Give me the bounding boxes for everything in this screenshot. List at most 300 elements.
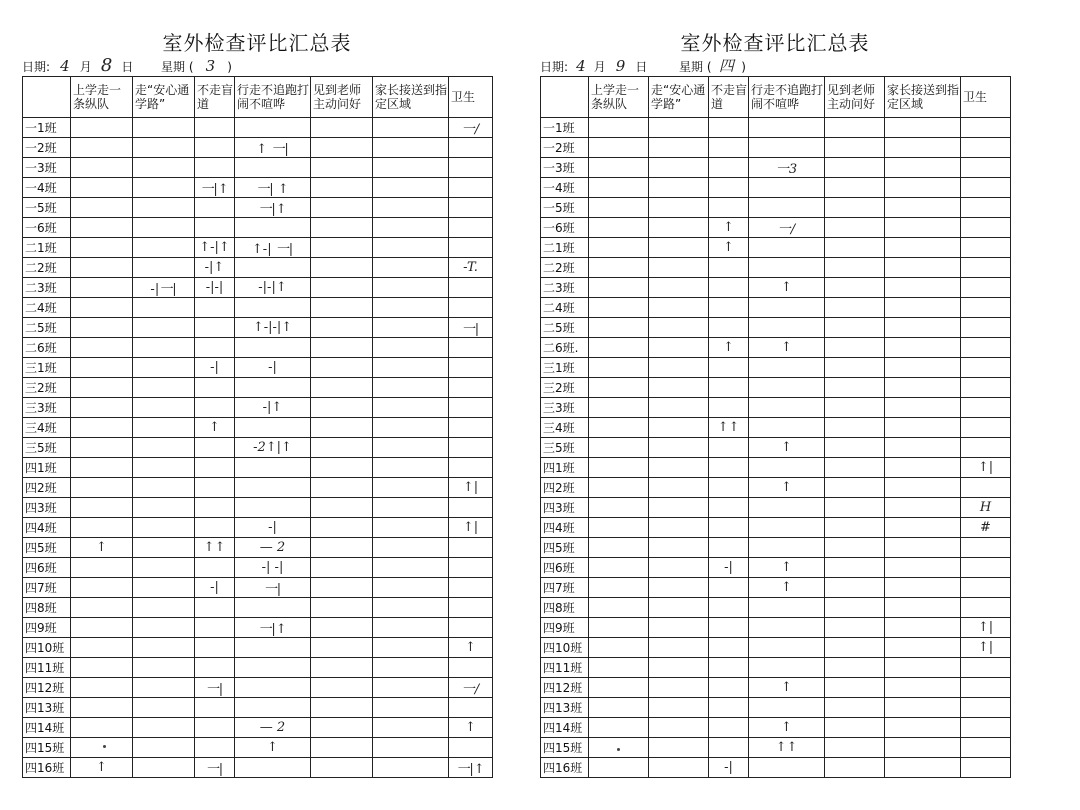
class-name-cell: 四10班 [23, 638, 71, 658]
tally-cell [311, 138, 373, 158]
tally-cell [825, 678, 885, 698]
tally-cell [961, 678, 1011, 698]
table-row [23, 618, 493, 638]
tally-cell [709, 478, 749, 498]
tally-cell [649, 698, 709, 718]
weekday-open: ( [706, 60, 712, 74]
tally-cell: -| [235, 358, 311, 378]
tally-cell [885, 358, 961, 378]
tally-cell [961, 718, 1011, 738]
tally-cell [71, 418, 133, 438]
table-row [541, 198, 1011, 218]
tally-cell [885, 578, 961, 598]
tally-cell [71, 178, 133, 198]
tally-cell [71, 298, 133, 318]
tally-cell [709, 698, 749, 718]
tally-cell [589, 718, 649, 738]
tally-cell [961, 158, 1011, 178]
class-name-cell: 四10班 [541, 638, 589, 658]
tally-cell [133, 738, 195, 758]
tally-cell [709, 198, 749, 218]
tally-cell [311, 298, 373, 318]
month-value: 4 [60, 57, 70, 75]
class-name-cell: 四5班 [541, 538, 589, 558]
column-header: 家长接送到指定区域 [885, 77, 961, 118]
header-class-column [541, 77, 589, 118]
tally-cell [133, 758, 195, 778]
tally-cell: ↑ [749, 678, 825, 698]
tally-cell [709, 678, 749, 698]
class-name-cell: 四16班 [23, 758, 71, 778]
tally-cell: ↑ [749, 278, 825, 298]
tally-cell [373, 678, 449, 698]
tally-cell [235, 338, 311, 358]
tally-cell [709, 618, 749, 638]
class-name-cell: 四9班 [541, 618, 589, 638]
tally-cell [373, 738, 449, 758]
tally-cell [649, 538, 709, 558]
tally-cell [449, 138, 493, 158]
tally-cell: -| [195, 358, 235, 378]
tally-cell [885, 258, 961, 278]
class-name-cell: 四14班 [541, 718, 589, 738]
tally-cell: -| -| [235, 558, 311, 578]
tally-cell [235, 478, 311, 498]
tally-cell: ↑↑ [749, 738, 825, 758]
tally-cell [749, 638, 825, 658]
tally-cell: — 2 [235, 538, 311, 558]
tally-cell [825, 698, 885, 718]
tally-cell [885, 138, 961, 158]
tally-cell [373, 338, 449, 358]
table-row [23, 338, 493, 358]
tally-cell [961, 558, 1011, 578]
weekday-close: ) [741, 60, 746, 74]
tally-cell [449, 218, 493, 238]
tally-cell [71, 638, 133, 658]
tally-cell [195, 398, 235, 418]
tally-cell [373, 198, 449, 218]
table-row [23, 278, 493, 298]
table-row [23, 298, 493, 318]
tally-cell [311, 438, 373, 458]
tally-cell [749, 458, 825, 478]
tally-cell [825, 498, 885, 518]
tally-cell: ↑ [749, 478, 825, 498]
tally-cell [71, 358, 133, 378]
tally-cell [589, 478, 649, 498]
tally-cell [709, 178, 749, 198]
tally-cell [589, 758, 649, 778]
tally-cell: -| [195, 578, 235, 598]
tally-cell [195, 378, 235, 398]
tally-cell: -|-| [195, 278, 235, 298]
tally-cell [825, 558, 885, 578]
table-row [541, 638, 1011, 658]
tally-cell [71, 738, 133, 758]
tally-cell [449, 438, 493, 458]
tally-cell [825, 518, 885, 538]
class-name-cell: 四16班 [541, 758, 589, 778]
tally-cell: 一/ [749, 218, 825, 238]
tally-cell [961, 438, 1011, 458]
tally-cell [311, 538, 373, 558]
table-row [23, 478, 493, 498]
tally-cell [709, 398, 749, 418]
column-header: 行走不追跑打闹不喧哗 [235, 77, 311, 118]
tally-cell: 一| [195, 758, 235, 778]
sheet-apr-8 [22, 30, 492, 778]
tally-cell [589, 618, 649, 638]
tally-cell [195, 158, 235, 178]
tally-cell [885, 498, 961, 518]
tally-cell [589, 318, 649, 338]
tally-cell [133, 658, 195, 678]
tally-cell [749, 418, 825, 438]
tally-cell [449, 238, 493, 258]
tally-cell [885, 758, 961, 778]
tally-cell [195, 118, 235, 138]
tally-cell [373, 318, 449, 338]
table-row [23, 658, 493, 678]
sheet-title: 室外检查评比汇总表 [162, 31, 352, 55]
tally-cell [373, 258, 449, 278]
tally-cell [133, 318, 195, 338]
class-name-cell: 二3班 [23, 278, 71, 298]
class-name-cell: 四4班 [541, 518, 589, 538]
tally-cell [449, 598, 493, 618]
tally-cell [449, 378, 493, 398]
tally-cell [235, 218, 311, 238]
tally-cell [589, 558, 649, 578]
class-name-cell: 二6班. [541, 338, 589, 358]
class-name-cell: 四2班 [541, 478, 589, 498]
tally-cell [195, 438, 235, 458]
tally-cell [649, 478, 709, 498]
tally-cell [311, 278, 373, 298]
tally-cell [71, 718, 133, 738]
tally-cell [961, 338, 1011, 358]
tally-cell [961, 578, 1011, 598]
tally-cell [311, 458, 373, 478]
weekday-value: 四 [718, 57, 734, 75]
weekday-close: ) [227, 60, 232, 74]
tally-cell [649, 758, 709, 778]
tally-cell [133, 298, 195, 318]
tally-cell: 一|↑ [195, 178, 235, 198]
tally-cell [195, 218, 235, 238]
class-name-cell: 四13班 [23, 698, 71, 718]
date-label: 日期: [540, 60, 569, 74]
table-row [23, 198, 493, 218]
tally-cell [71, 378, 133, 398]
tally-cell [589, 258, 649, 278]
tally-cell [311, 558, 373, 578]
column-header: 见到老师主动问好 [311, 77, 373, 118]
tally-cell [649, 598, 709, 618]
tally-cell [311, 698, 373, 718]
tally-cell [133, 238, 195, 258]
tally-cell [885, 238, 961, 258]
class-name-cell: 二5班 [541, 318, 589, 338]
class-name-cell: 三3班 [23, 398, 71, 418]
tally-cell [825, 338, 885, 358]
tally-cell: ↑ [749, 718, 825, 738]
tally-cell [71, 138, 133, 158]
tally-cell [649, 338, 709, 358]
class-name-cell: 一1班 [23, 118, 71, 138]
tally-cell [235, 298, 311, 318]
tally-cell: ↑↑ [709, 418, 749, 438]
tally-cell [589, 698, 649, 718]
tally-cell [649, 258, 709, 278]
tally-cell: ↑ [709, 338, 749, 358]
tally-cell [311, 738, 373, 758]
tally-cell [71, 118, 133, 138]
class-name-cell: 四12班 [23, 678, 71, 698]
tally-cell [961, 118, 1011, 138]
table-row [23, 498, 493, 518]
table-row [541, 658, 1011, 678]
table-row [541, 358, 1011, 378]
table-row [23, 238, 493, 258]
tally-cell [885, 278, 961, 298]
tally-cell [885, 158, 961, 178]
header-class-column [23, 77, 71, 118]
tally-cell [133, 698, 195, 718]
tally-cell [373, 598, 449, 618]
table-row [23, 258, 493, 278]
tally-cell [373, 498, 449, 518]
tally-cell [649, 398, 709, 418]
tally-cell [589, 198, 649, 218]
tally-cell [589, 498, 649, 518]
tally-cell: ↑| [449, 518, 493, 538]
tally-cell: ↑| [961, 618, 1011, 638]
column-header: 上学走一条纵队 [71, 77, 133, 118]
tally-cell [133, 198, 195, 218]
tally-cell [133, 558, 195, 578]
tally-cell [133, 678, 195, 698]
tally-cell [373, 558, 449, 578]
tally-cell [235, 598, 311, 618]
tally-cell [825, 598, 885, 618]
table-row [541, 478, 1011, 498]
tally-cell [235, 458, 311, 478]
tally-cell [961, 258, 1011, 278]
tally-cell [749, 538, 825, 558]
tally-cell [825, 538, 885, 558]
class-name-cell: 四15班 [23, 738, 71, 758]
class-name-cell: 三5班 [541, 438, 589, 458]
class-name-cell: 一2班 [23, 138, 71, 158]
tally-cell [961, 478, 1011, 498]
tally-cell [649, 458, 709, 478]
tally-cell [589, 138, 649, 158]
inspection-table [540, 76, 1011, 778]
tally-cell [825, 138, 885, 158]
tally-cell [373, 358, 449, 378]
tally-cell [373, 278, 449, 298]
tally-cell [825, 398, 885, 418]
tally-cell [649, 518, 709, 538]
tally-cell [235, 698, 311, 718]
tally-cell [373, 118, 449, 138]
tally-cell [195, 558, 235, 578]
tally-cell [311, 658, 373, 678]
table-row [23, 758, 493, 778]
tally-cell [373, 638, 449, 658]
tally-cell [885, 418, 961, 438]
class-name-cell: 四11班 [541, 658, 589, 678]
class-name-cell: 四14班 [23, 718, 71, 738]
tally-cell [133, 618, 195, 638]
tally-cell [885, 478, 961, 498]
table-row [23, 538, 493, 558]
tally-cell [961, 658, 1011, 678]
tally-cell [589, 298, 649, 318]
table-row [541, 558, 1011, 578]
tally-cell [825, 758, 885, 778]
table-row [541, 598, 1011, 618]
day-value: 9 [615, 57, 626, 75]
tally-cell [195, 658, 235, 678]
tally-cell [649, 638, 709, 658]
tally-cell [709, 158, 749, 178]
tally-cell [71, 578, 133, 598]
tally-cell: ↑ [709, 218, 749, 238]
class-name-cell: 三4班 [23, 418, 71, 438]
tally-cell [709, 498, 749, 518]
tally-cell [961, 358, 1011, 378]
table-row [541, 718, 1011, 738]
tally-cell [311, 618, 373, 638]
class-name-cell: 四8班 [541, 598, 589, 618]
tally-cell [133, 578, 195, 598]
table-row [541, 458, 1011, 478]
ink-dot [617, 748, 620, 751]
tally-cell [709, 298, 749, 318]
tally-cell [71, 498, 133, 518]
class-name-cell: 四3班 [541, 498, 589, 518]
weekday-label: 星期 [161, 60, 186, 74]
tally-cell [961, 418, 1011, 438]
class-name-cell: 四5班 [23, 538, 71, 558]
tally-cell [195, 618, 235, 638]
table-row [541, 678, 1011, 698]
tally-cell [133, 378, 195, 398]
table-row [23, 418, 493, 438]
tally-cell: -T. [449, 258, 493, 278]
table-header [23, 77, 493, 118]
tally-cell [449, 358, 493, 378]
tally-cell: -|-|↑ [235, 278, 311, 298]
sheet-title: 室外检查评比汇总表 [680, 31, 870, 55]
tally-cell: 一| [235, 578, 311, 598]
tally-cell [825, 218, 885, 238]
tally-cell [71, 198, 133, 218]
tally-cell [709, 538, 749, 558]
tally-cell [195, 138, 235, 158]
class-name-cell: 四1班 [541, 458, 589, 478]
tally-cell [311, 198, 373, 218]
tally-cell [885, 678, 961, 698]
table-row [541, 538, 1011, 558]
table-row [23, 738, 493, 758]
tally-cell [133, 498, 195, 518]
tally-cell [885, 438, 961, 458]
tally-cell [373, 398, 449, 418]
tally-cell [373, 458, 449, 478]
tally-cell: ↑ 一| [235, 138, 311, 158]
weekday-open: ( [188, 60, 194, 74]
class-name-cell: 一6班 [23, 218, 71, 238]
tally-cell [449, 178, 493, 198]
tally-cell: — 2 [235, 718, 311, 738]
month-suffix: 月 [593, 60, 606, 74]
tally-cell [825, 458, 885, 478]
tally-cell [311, 498, 373, 518]
tally-cell: -|一| [133, 278, 195, 298]
tally-cell [311, 358, 373, 378]
tally-cell: ↑ [235, 738, 311, 758]
tally-cell [825, 638, 885, 658]
class-name-cell: 四2班 [23, 478, 71, 498]
class-name-cell: 一2班 [541, 138, 589, 158]
tally-cell [373, 438, 449, 458]
month-value: 4 [576, 57, 586, 75]
table-row [23, 718, 493, 738]
class-name-cell: 四3班 [23, 498, 71, 518]
tally-cell [749, 238, 825, 258]
tally-cell: # [961, 518, 1011, 538]
tally-cell [71, 238, 133, 258]
class-name-cell: 二4班 [541, 298, 589, 318]
tally-cell [749, 178, 825, 198]
tally-cell [373, 418, 449, 438]
tally-cell [373, 298, 449, 318]
tally-cell [961, 738, 1011, 758]
tally-cell [449, 538, 493, 558]
table-row [23, 438, 493, 458]
tally-cell [311, 758, 373, 778]
tally-cell [825, 258, 885, 278]
column-header: 上学走一条纵队 [589, 77, 649, 118]
tally-cell [825, 358, 885, 378]
tally-cell [709, 578, 749, 598]
tally-cell [825, 478, 885, 498]
class-name-cell: 一3班 [541, 158, 589, 178]
tally-cell [449, 698, 493, 718]
tally-cell [449, 418, 493, 438]
tally-cell [649, 238, 709, 258]
tally-cell [133, 138, 195, 158]
tally-cell [311, 398, 373, 418]
weekday-value: 3 [205, 57, 216, 75]
class-name-cell: 四6班 [23, 558, 71, 578]
tally-cell [961, 398, 1011, 418]
class-name-cell: 二1班 [541, 238, 589, 258]
tally-cell: ↑ [749, 558, 825, 578]
tally-cell [885, 218, 961, 238]
tally-cell: ↑ [449, 718, 493, 738]
tally-cell [709, 138, 749, 158]
tally-cell [885, 658, 961, 678]
table-row [541, 398, 1011, 418]
tally-cell [709, 598, 749, 618]
tally-cell [373, 698, 449, 718]
tally-cell [373, 758, 449, 778]
